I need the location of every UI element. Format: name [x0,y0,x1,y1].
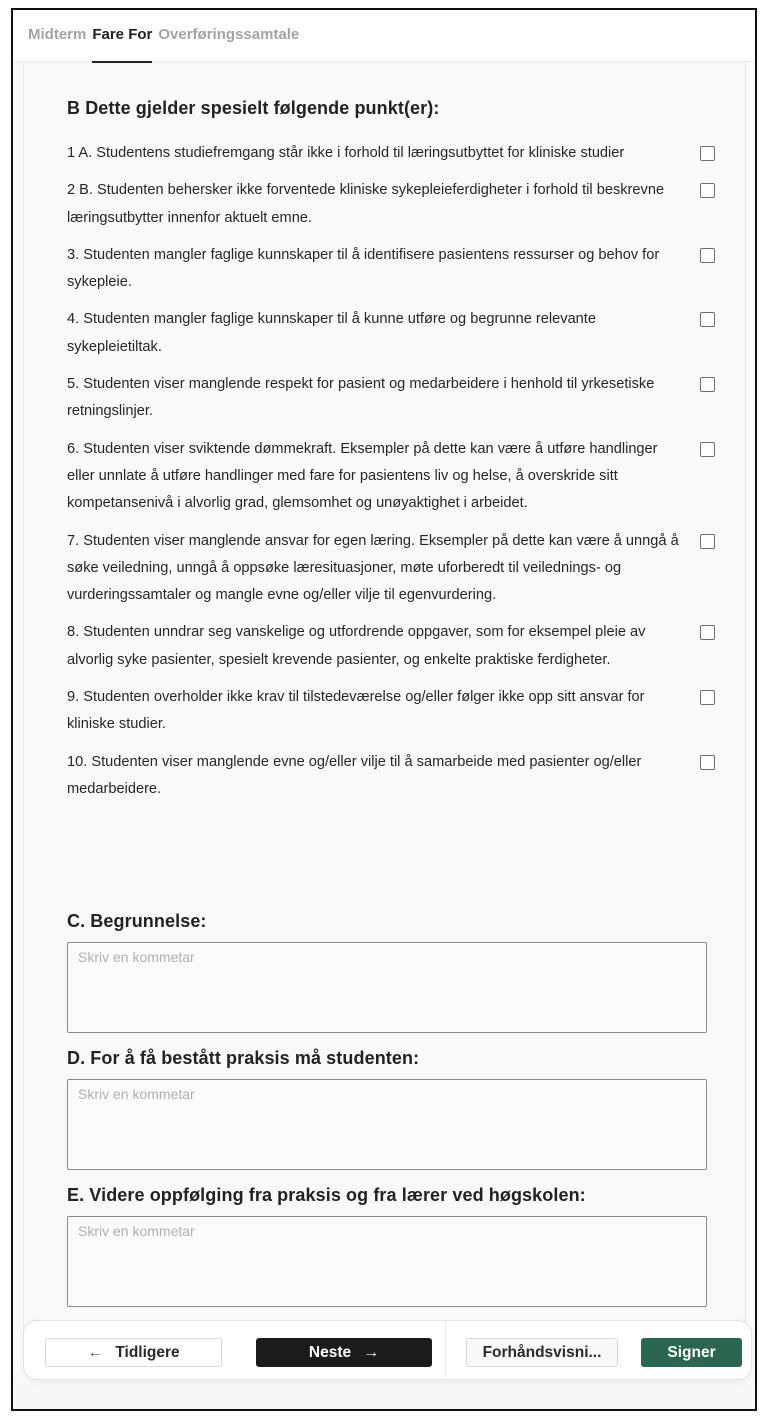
criteria-checkbox[interactable] [700,442,715,457]
previous-button-label: Tidligere [115,1343,180,1361]
form-scroll-area[interactable] [23,63,746,1363]
criteria-item [67,177,715,232]
criteria-item-text: 1 A. Studentens studiefremgang står ikke i forhold til læringsutbyttet for kliniske studier [67,145,625,161]
previous-button[interactable] [45,1338,222,1367]
preview-button[interactable]: Forhåndsvisni... [466,1338,618,1367]
criteria-checkbox[interactable] [700,248,715,263]
criteria-checkbox[interactable] [700,534,715,549]
criteria-checkbox[interactable] [700,183,715,198]
criteria-checkbox[interactable] [700,625,715,640]
criteria-item [67,371,715,426]
sign-button[interactable]: Signer [641,1338,742,1367]
criteria-item [67,242,715,297]
footer-action-bar [23,1320,752,1380]
criteria-item [67,749,715,804]
pass-requirements-textarea[interactable] [67,1079,707,1170]
criteria-item [67,140,715,167]
criteria-item [67,436,715,518]
app-window [11,8,757,1411]
arrow-right-icon: → [363,1343,380,1361]
section-d-heading: D. For å få bestått praksis må studenten: [67,1048,420,1068]
criteria-checkbox[interactable] [700,755,715,770]
criteria-item [67,528,715,610]
section-c-heading: C. Begrunnelse: [67,911,207,931]
criteria-item-text: 6. Studenten viser sviktende dømmekraft. Eksempler på dette kan være å utføre handlinger eller unnlate å utføre handlinger med fare for pasientens liv og helse, å overskride sitt kompetansenivå i alvorlig grad, glemsomhet og unøyaktighet i arbeidet. [67,440,658,512]
criteria-item [67,619,715,674]
footer-backdrop [13,1382,755,1409]
tab-fare-for[interactable]: Fare For [92,10,152,62]
criteria-item [67,306,715,361]
begrunnelse-textarea[interactable] [67,942,707,1033]
criteria-item-text: 3. Studenten mangler faglige kunnskaper til å identifisere pasientens ressurser og behov for sykepleie. [67,246,660,291]
criteria-item-text: 7. Studenten viser manglende ansvar for egen læring. Eksempler på dette kan være å unngå å søke veiledning, unngå å oppsøke læresituasjoner, møte uforberedt til veilednings- og vurderingssamtaler og mangle evne og/eller vilje til egenvurdering. [67,532,679,604]
section-b-heading: B Dette gjelder spesielt følgende punkt(er): [67,98,440,118]
criteria-checkbox[interactable] [700,690,715,705]
criteria-item-text: 2 B. Studenten behersker ikke forventede kliniske sykepleieferdigheter i forhold til beskrevne læringsutbytter innenfor aktuelt emne. [67,182,665,226]
criteria-checkbox[interactable] [700,377,715,392]
criteria-list [67,140,715,813]
tab-midterm[interactable]: Midterm [28,26,87,43]
criteria-item [67,684,715,739]
criteria-checkbox[interactable] [700,312,715,327]
criteria-item-text: 4. Studenten mangler faglige kunnskaper til å kunne utføre og begrunne relevante sykepleietiltak. [67,311,596,355]
tab-overforingssamtale[interactable]: Overføringssamtale [158,26,300,43]
criteria-item-text: 5. Studenten viser manglende respekt for pasient og medarbeidere i henhold til yrkesetiske retningslinjer. [67,376,655,420]
footer-divider [445,1321,446,1379]
criteria-item-text: 10. Studenten viser manglende evne og/eller vilje til å samarbeide med pasienter og/eller medarbeidere. [67,753,642,797]
follow-up-textarea[interactable] [67,1216,707,1307]
tab-bar [13,10,755,62]
section-e-heading: E. Videre oppfølging fra praksis og fra lærer ved høgskolen: [67,1185,586,1205]
arrow-left-icon: ← [87,1343,104,1361]
next-button-label: Neste [308,1343,352,1361]
criteria-item-text: 8. Studenten unndrar seg vanskelige og utfordrende oppgaver, som for eksempel pleie av alvorlig syke pasienter, spesielt krevende pasienter, og enkelte praktiske ferdigheter. [67,624,646,668]
criteria-checkbox[interactable] [700,146,715,161]
next-button[interactable] [256,1338,432,1367]
criteria-item-text: 9. Studenten overholder ikke krav til tilstedeværelse og/eller følger ikke opp sitt ansvar for kliniske studier. [67,689,645,733]
